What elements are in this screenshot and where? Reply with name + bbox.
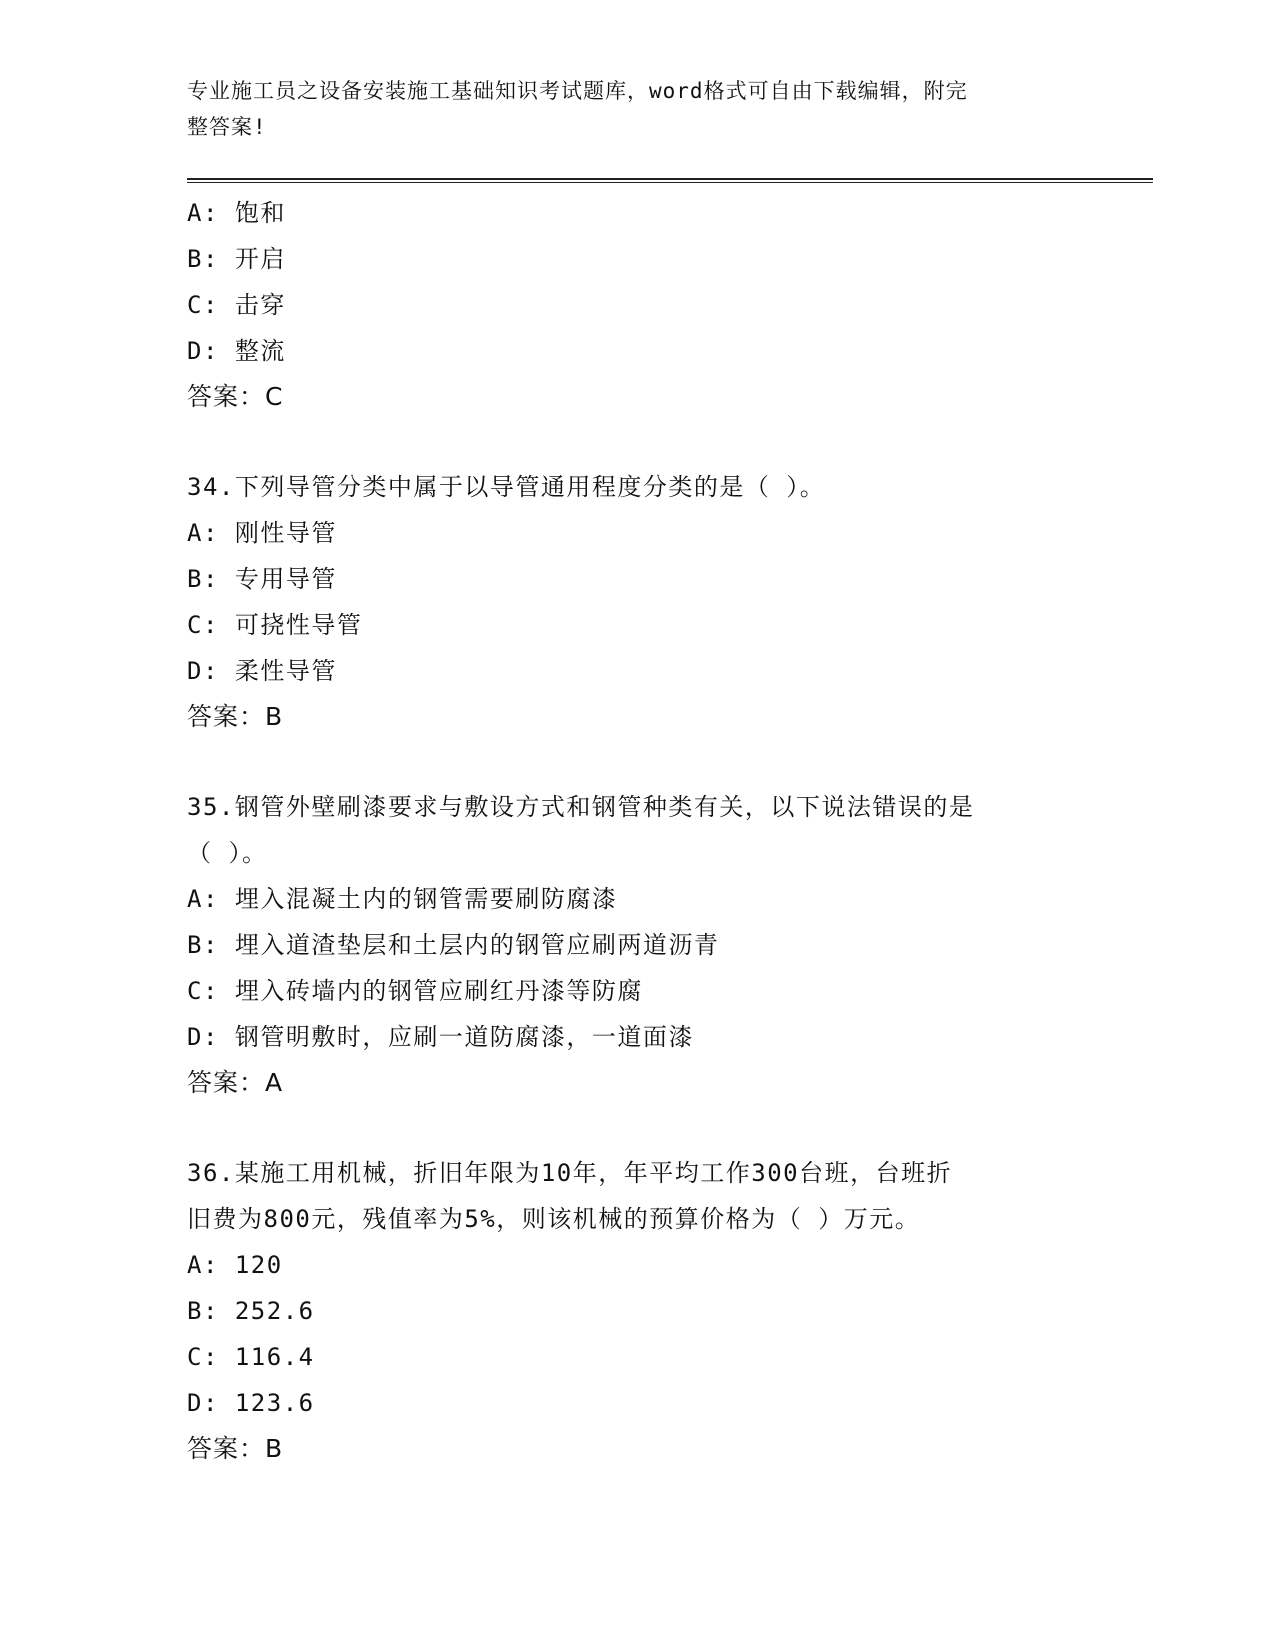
document-header — [187, 73, 1067, 145]
option-c: C: 击穿 — [187, 291, 286, 319]
option-d: D: 123.6 — [187, 1389, 315, 1417]
answer: 答案：C — [187, 382, 284, 411]
header-line-2: 整答案! — [187, 115, 267, 139]
header-line-1: 专业施工员之设备安装施工基础知识考试题库，word格式可自由下载编辑，附完 — [187, 79, 968, 103]
question-text-line-1: 36.某施工用机械，折旧年限为10年，年平均工作300台班，台班折 — [187, 1159, 953, 1187]
question-33 — [187, 190, 1067, 420]
question-text-line-2: 旧费为800元，残值率为5%，则该机械的预算价格为（ ）万元。 — [187, 1205, 921, 1233]
option-d: D: 整流 — [187, 337, 286, 365]
option-c: C: 116.4 — [187, 1343, 315, 1371]
option-b: B: 埋入道渣垫层和土层内的钢管应刷两道沥青 — [187, 931, 720, 959]
option-b: B: 开启 — [187, 245, 286, 273]
spacer — [187, 1106, 1067, 1150]
option-d: D: 钢管明敷时，应刷一道防腐漆，一道面漆 — [187, 1023, 694, 1051]
spacer — [187, 740, 1067, 784]
answer: 答案：A — [187, 1068, 284, 1097]
option-a: A: 埋入混凝土内的钢管需要刷防腐漆 — [187, 885, 618, 913]
option-c: C: 可挠性导管 — [187, 611, 363, 639]
answer: 答案：B — [187, 1434, 284, 1463]
question-35 — [187, 784, 1067, 1106]
option-b: B: 专用导管 — [187, 565, 337, 593]
header-divider — [187, 178, 1153, 183]
option-a: A: 饱和 — [187, 199, 286, 227]
answer: 答案：B — [187, 702, 284, 731]
question-text-line-2: （ ）。 — [187, 839, 268, 867]
option-a: A: 刚性导管 — [187, 519, 337, 547]
option-a: A: 120 — [187, 1251, 283, 1279]
question-text: 34.下列导管分类中属于以导管通用程度分类的是（ ）。 — [187, 473, 826, 501]
option-b: B: 252.6 — [187, 1297, 315, 1325]
question-list — [187, 190, 1067, 1472]
option-d: D: 柔性导管 — [187, 657, 337, 685]
question-34 — [187, 464, 1067, 740]
spacer — [187, 420, 1067, 464]
question-text-line-1: 35.钢管外壁刷漆要求与敷设方式和钢管种类有关，以下说法错误的是 — [187, 793, 975, 821]
option-c: C: 埋入砖墙内的钢管应刷红丹漆等防腐 — [187, 977, 643, 1005]
question-36 — [187, 1150, 1067, 1472]
